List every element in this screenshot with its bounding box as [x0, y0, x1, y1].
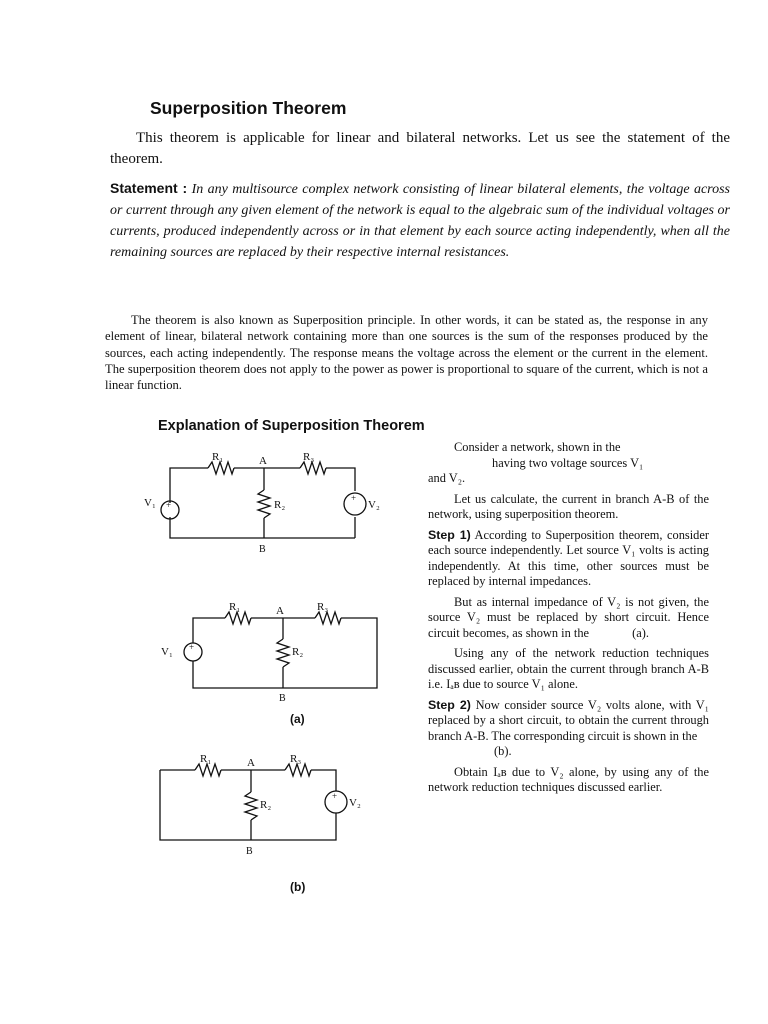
statement-paragraph [110, 178, 730, 263]
label-r1: R₁ [229, 601, 241, 613]
statement-label: Statement : [110, 180, 188, 196]
plus-sign: + [351, 493, 357, 503]
explanation-text-column [428, 440, 709, 801]
node-a: A [259, 455, 267, 467]
label-r1: R₁ [200, 753, 212, 765]
p5-paragraph: Using any of the network reduction techniques discussed earlier, obtain the current through branch A-B i.e. Iₐʙ due to source V₁ alone. [428, 646, 709, 691]
caption-a: (a) [290, 712, 305, 726]
label-r2: R₂ [260, 799, 272, 811]
step1-paragraph [428, 528, 709, 590]
label-r3: R₃ [303, 451, 315, 463]
p4-text: But as internal impedance of V₂ is not given, the source V₂ must be replaced by short circuit. Hence circuit becomes, as shown in the [428, 594, 709, 640]
p7-paragraph: Obtain Iₐʙ due to V₂ alone, by using any of the network reduction techniques discussed earlier. [428, 764, 709, 794]
label-r1: R₁ [212, 451, 224, 463]
p1-line3: and V₂. [428, 471, 466, 485]
circuit-a [155, 595, 395, 705]
label-v1: V₁ [161, 646, 173, 658]
caption-b: (b) [290, 880, 306, 894]
node-b: B [259, 544, 266, 555]
p2-paragraph: Let us calculate, the current in branch A-B of the network, using superposition theorem. [428, 491, 709, 521]
label-r3: R₃ [317, 601, 329, 613]
label-r3: R₃ [290, 753, 302, 765]
statement-text: In any multisource complex network consisting of linear bilateral elements, the voltage across or current through any given element of the network is equal to the algebraic sum of the individual voltages or currents, produced independently across or in that element by each source acting independently, when all the remaining sources are replaced by their respective internal resistances. [110, 182, 730, 260]
step2-paragraph [428, 698, 709, 760]
p1-line1: Consider a network, shown in the [454, 440, 621, 454]
label-v2: V₂ [368, 499, 380, 511]
explanation-heading: Explanation of Superposition Theorem [158, 418, 425, 434]
step1-text: According to Superposition theorem, consider each source independently. Let source V₁ volts is acting independently. At this time, other sources must be replaced by internal impedances. [428, 527, 709, 588]
p4-paragraph [428, 595, 709, 642]
circuit-original [140, 450, 390, 560]
node-a: A [247, 757, 255, 769]
node-b: B [279, 693, 286, 704]
label-v1: V₁ [144, 497, 156, 509]
intro-paragraph: This theorem is applicable for linear and bilateral networks. Let us see the statement of the theorem. [110, 130, 730, 167]
label-r2: R₂ [274, 499, 286, 511]
figure-ref-b: (b). [494, 744, 512, 758]
plus-sign: + [189, 642, 195, 652]
page-title: Superposition Theorem [150, 98, 347, 118]
p1-line2: having two voltage sources V₁ [492, 455, 644, 470]
principle-paragraph: The theorem is also known as Superposition principle. In other words, it can be stated as, the response in any element of linear, bilateral network containing more than one sources is the sum of the responses produced by the sources, each acting independently. The response means the voltage across the element or the current in the element. The superposition theorem does not apply to the power as power is proportional to square of the current, which is not a linear function. [105, 313, 708, 393]
plus-sign: + [166, 500, 172, 510]
node-b: B [246, 846, 253, 857]
step1-label: Step 1) [428, 527, 471, 542]
plus-sign: + [332, 791, 338, 801]
node-a: A [276, 605, 284, 617]
label-r2: R₂ [292, 646, 304, 658]
figure-ref-a: (a). [632, 625, 650, 640]
label-v2: V₂ [349, 797, 361, 809]
step2-text: Now consider source V₂ volts alone, with V₁ replaced by a short circuit, to obtain the current through branch A-B. The corresponding circuit is shown in the [428, 697, 709, 743]
circuit-b [150, 752, 390, 862]
step2-label: Step 2) [428, 697, 471, 712]
